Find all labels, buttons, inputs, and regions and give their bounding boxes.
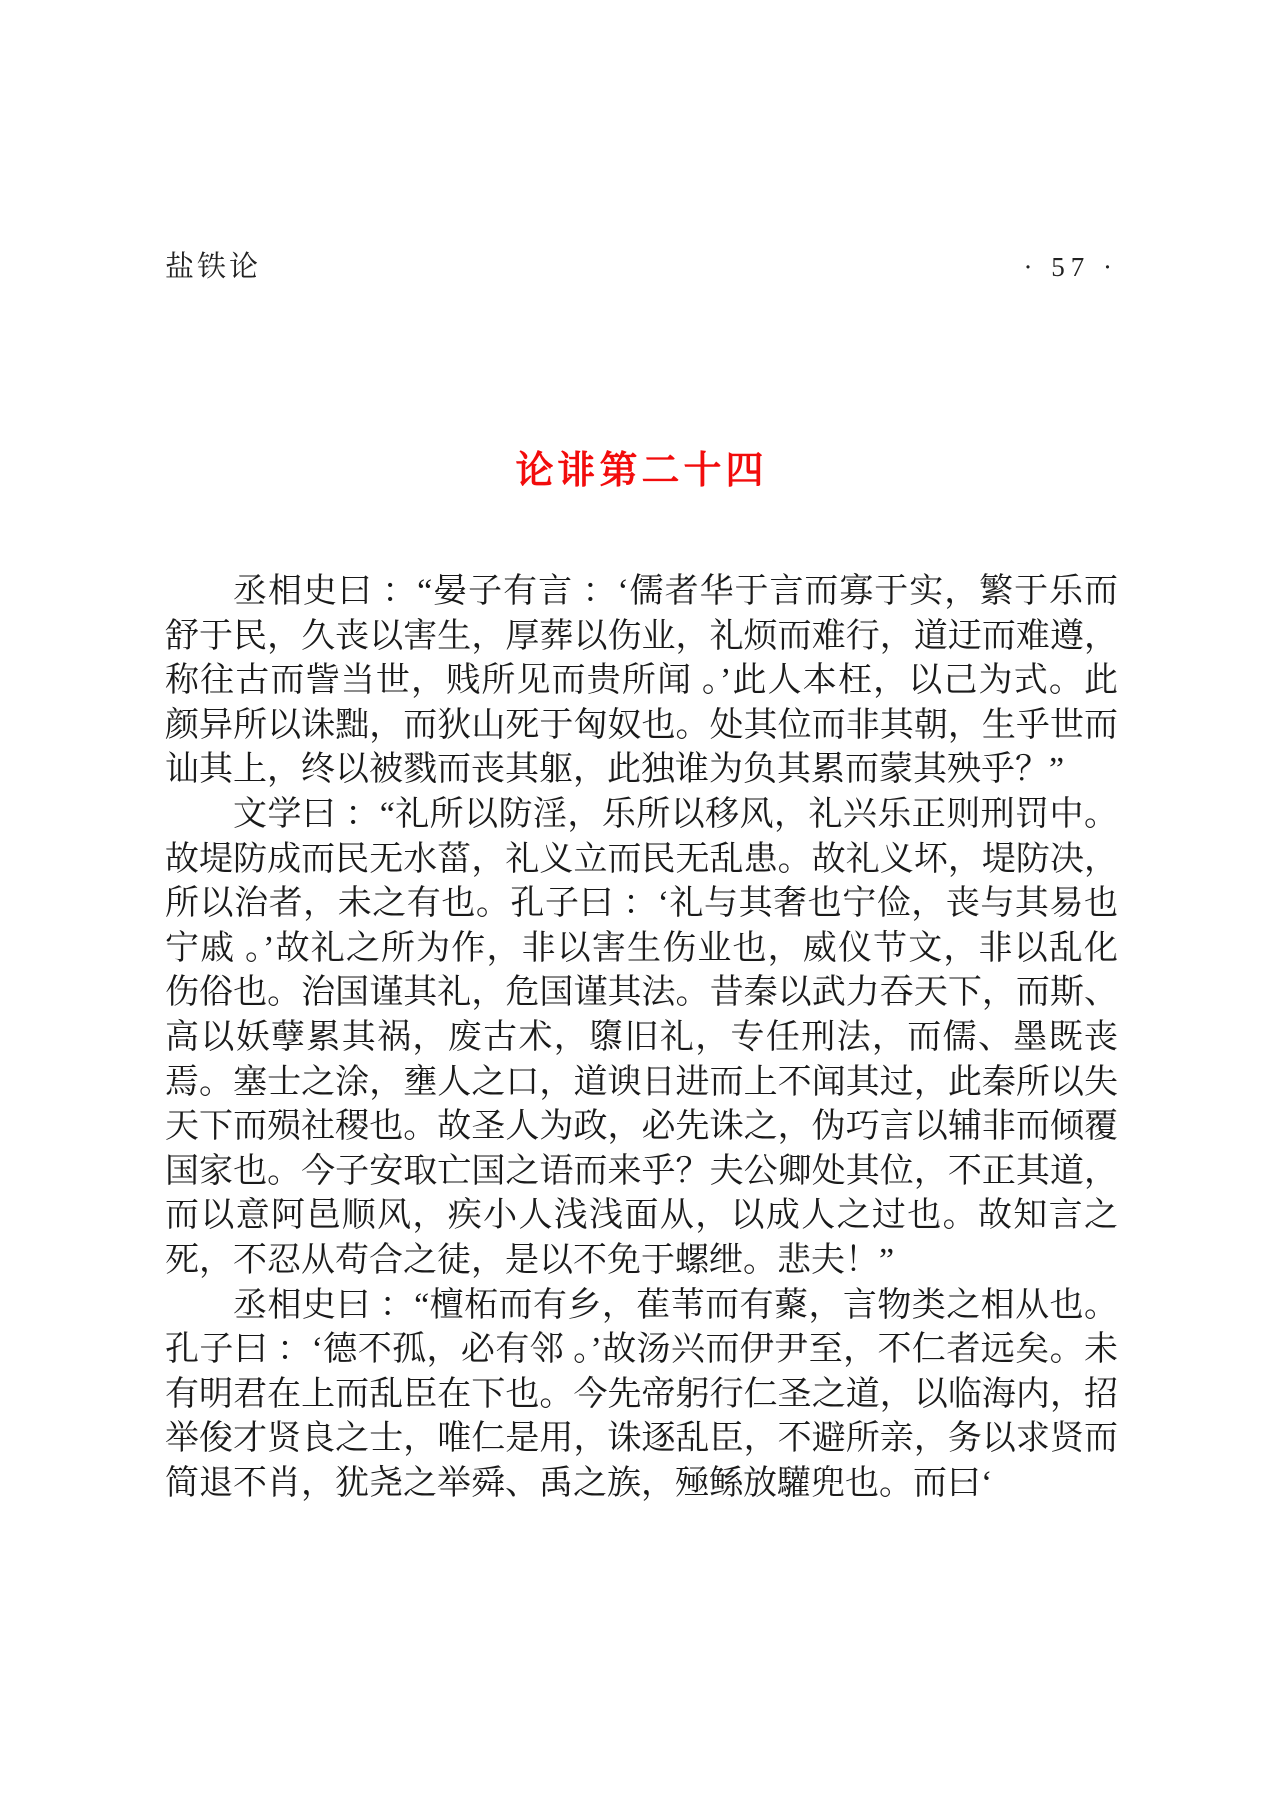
page-number: · 57 ·: [1023, 252, 1118, 282]
book-title: 盐铁论: [165, 251, 262, 283]
running-header: [165, 250, 1118, 285]
paragraph-literati-reply: 文学曰 ：“礼所以防淫，乐所以移风，礼兴乐正则刑罚中。故堤防成而民无水菑，礼义立而民无乱患。故礼义坏，堤防决，所以治者，未之有也。孔子曰 ：‘礼与其奢也宁俭，丧与其易也宁戚 。’故礼之所为作，非以害生伤业也，威仪节文，非以乱化伤俗也。治国谨其礼，危国谨其法。昔秦以武力吞天下，而斯、高以妖孽累其祸，废古术，隳旧礼，专任刑法，而儒、墨既丧焉。塞士之涂，壅人之口，道谀日进而上不闻其过，此秦所以失天下而殒社稷也。故圣人为政，必先诛之，伪巧言以辅非而倾覆国家也。今子安取亡国之语而来乎？夫公卿处其位，不正其道，而以意阿邑顺风，疾小人浅浅面从，以成人之过也。故知言之死，不忍从苟合之徒，是以不免于螺绁。悲夫！”: [165, 795, 1118, 1279]
paragraph-chancellor-clerk-2: 丞相史曰 ：“檀柘而有乡，萑苇而有藂，言物类之相从也。孔子曰 ：‘德不孤，必有邻 。’故汤兴而伊尹至，不仁者远矣。未有明君在上而乱臣在下也。今先帝躬行仁圣之道，以临海内，招举俊才贤良之士，唯仁是用，诛逐乱臣，不避所亲，务以求贤而简退不肖，犹尧之举舜、禹之族，殛鲧放驩兜也。而曰‘: [165, 1286, 1118, 1502]
body-text: [165, 570, 1118, 1506]
paragraph-chancellor-clerk-1: 丞相史曰 ：“晏子有言 ：‘儒者华于言而寡于实，繁于乐而舒于民，久丧以害生，厚葬以伤业，礼烦而难行，道迂而难遵，称往古而訾当世，贱所见而贵所闻 。’此人本枉，以己为式。此颜异所以诛黜，而狄山死于匈奴也。处其位而非其朝，生乎世而讪其上，终以被戮而丧其躯，此独谁为负其累而蒙其殃乎？”: [165, 573, 1118, 789]
chapter-title: 论诽第二十四: [515, 450, 768, 492]
